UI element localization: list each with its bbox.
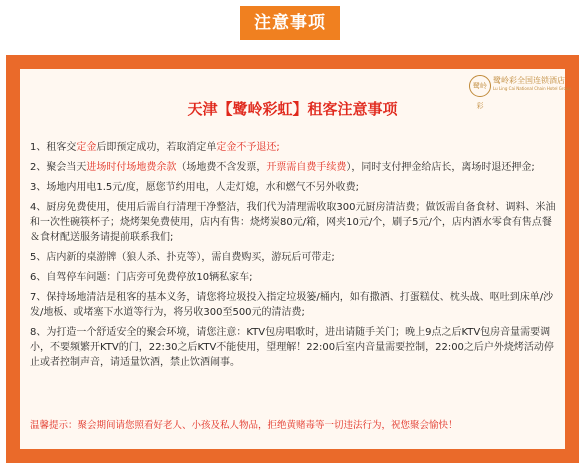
highlighted-text: 定金	[76, 142, 97, 153]
notice-item	[30, 200, 558, 245]
document-title: 天津【鹭岭彩虹】租客注意事项	[187, 100, 398, 118]
notice-item	[30, 140, 558, 155]
highlighted-text: 定金不予退还;	[216, 142, 280, 153]
notice-item	[30, 290, 558, 320]
item-text: 8、为打造一个舒适安全的聚会环境，请您注意：KTV包房唱歌时，进出请随手关门；晚上9点之后KTV包房音量需要调小，不要频繁开KTV的门，22:30之后KTV不能使用，望理解！22:00后室内音量需要控制，22:00之后户外烧烤活动停止或者控制声音，请适量饮酒，禁止饮酒闹事。	[30, 327, 554, 368]
item-text: （场地费不含发票，	[176, 162, 267, 173]
warm-tip: 温馨提示：聚会期间请您照看好老人、小孩及私人物品，拒绝黄赌毒等一切违法行为，祝您聚会愉快！	[30, 420, 458, 431]
badge-title: 注意事项	[240, 6, 340, 40]
item-text: ），同时支付押金给店长，离场时退还押金;	[346, 162, 535, 173]
highlighted-text: 进场时付场地费余款	[86, 162, 177, 173]
notice-item	[30, 270, 558, 285]
item-text: 6、自驾停车问题：门店旁可免费停放10辆私家车;	[30, 272, 253, 283]
highlighted-text: 开票需自费手续费	[266, 162, 347, 173]
logo-name-cn: 鹭岭彩全国连锁酒店	[493, 76, 565, 85]
item-text: 1、租客交	[30, 142, 77, 153]
item-text: 4、厨房免费使用，使用后需自行清理干净整洁，我们代为清理需收取300元厨房清洁费；做饭需自备食材、调料、米油和一次性碗筷杯子；烧烤架免费使用，店内有售：烧烤炭80元/箱，网夹10元/个，刷子5元/个，店内酒水零食有售点餐＆食材配送服务请提前联系我们;	[30, 202, 556, 243]
item-text: 7、保持场地清洁是租客的基本义务，请您将垃圾投入指定垃圾篓/桶内，如有撒酒、打蛋糕仗、枕头战、呕吐到床单/沙发/地板、或堵塞下水道等行为，将另收300至500元的清洁费;	[30, 292, 554, 318]
notice-item	[30, 250, 558, 265]
item-text: 5、店内新的桌游牌（狼人杀、扑克等），需自费购买，游玩后可带走;	[30, 252, 335, 263]
notice-item	[30, 160, 558, 175]
notice-item	[30, 325, 558, 370]
hotel-logo	[469, 75, 577, 110]
logo-mark-icon: 鹭岭彩	[469, 75, 491, 97]
item-text: 后即预定成功，若取消定单	[96, 142, 217, 153]
item-text: 2、聚会当天	[30, 162, 87, 173]
item-text: 3、场地内用电1.5元/度，愿您节约用电，人走灯熄，水和燃气不另外收费;	[30, 182, 360, 193]
notice-item	[30, 180, 558, 195]
logo-name-en: Lu Ling Cai National Chain Hotel Group	[493, 86, 571, 91]
notice-list	[30, 140, 558, 375]
